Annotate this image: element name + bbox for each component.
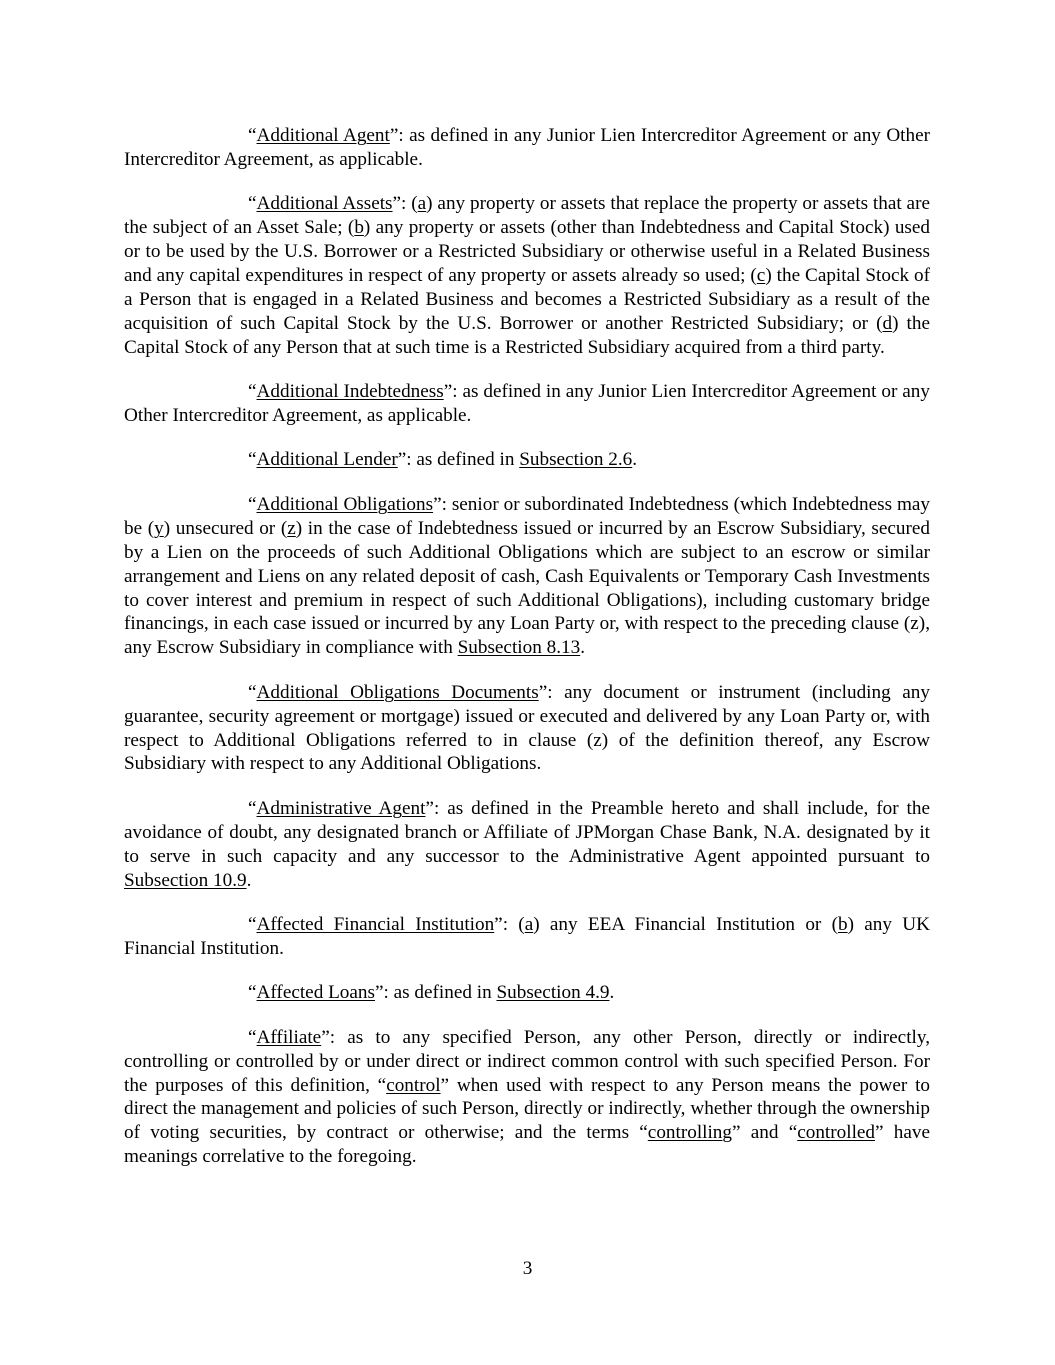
definition-text: ”: ( — [494, 913, 525, 935]
underlined-term: d — [882, 312, 893, 334]
underlined-term: Administrative Agent — [256, 797, 426, 819]
definition-additional-obligations — [124, 493, 930, 660]
definition-additional-lender — [124, 448, 930, 472]
definition-text: ”: as to any specified Person, any other Person, directly or indirectly, controlling or controlled by or under direct or indirect common control with such specified Person. For the purposes of this definition, “ — [124, 1026, 930, 1096]
definition-additional-assets — [124, 192, 930, 359]
definition-text: . — [580, 637, 585, 659]
definition-text: ) any UK Financial Institution. — [124, 913, 930, 959]
underlined-term: Additional Obligations Documents — [256, 681, 539, 703]
underlined-term: z — [287, 517, 296, 539]
underlined-term: a — [417, 193, 427, 215]
definition-text: . — [609, 982, 615, 1004]
definition-text: “ — [248, 1026, 257, 1048]
definition-text: . — [632, 449, 638, 471]
underlined-term: Additional Indebtedness — [256, 381, 444, 403]
underlined-term: Subsection 2.6 — [519, 449, 633, 471]
underlined-term: Additional Assets — [256, 193, 393, 215]
definition-additional-indebtedness — [124, 380, 930, 428]
definition-text: ”: ( — [392, 193, 418, 215]
underlined-term: Affiliate — [256, 1026, 322, 1048]
definition-text: ) any property or assets that replace the property or assets that are the subject of an Asset Sale; ( — [124, 193, 930, 239]
definition-text: “ — [248, 797, 257, 819]
definition-text: “ — [248, 681, 257, 703]
definition-text: ” have meanings correlative to the foregoing. — [124, 1122, 930, 1168]
definition-text: ”: as defined in — [397, 449, 520, 471]
underlined-term: Additional Agent — [256, 125, 390, 146]
definition-text: ” and “ — [732, 1122, 798, 1144]
document-page — [124, 124, 930, 1190]
underlined-term: Affected Loans — [256, 982, 375, 1004]
underlined-term: Additional Lender — [256, 449, 398, 471]
definition-text: “ — [248, 449, 257, 471]
definition-text: . — [246, 869, 252, 891]
definition-text: ”: as defined in any Junior Lien Intercreditor Agreement or any Other Intercreditor Agreement, as applicable. — [124, 381, 930, 427]
definition-text: ”: as defined in the Preamble hereto and shall include, for the avoidance of doubt, any designated branch or Affiliate of JPMorgan Chase Bank, N.A. designated by it to serve in such capacity and any successor to the Administrative Agent appointed pursuant to — [124, 797, 930, 867]
definition-text: “ — [248, 125, 257, 146]
definition-text: ”: as defined in — [374, 982, 497, 1004]
definition-text: ) the Capital Stock of a Person that is engaged in a Related Business and becomes a Restricted Subsidiary as a result of the acquisition of such Capital Stock by the U.S. Borrower or another Restricted Subsidiary; or ( — [124, 265, 930, 334]
definition-text: ) any EEA Financial Institution or ( — [533, 913, 838, 935]
definition-affected-loans — [124, 981, 930, 1005]
definition-additional-agent — [124, 124, 930, 172]
definition-affected-financial-institution — [124, 913, 930, 961]
underlined-term: a — [524, 913, 534, 935]
underlined-term: c — [756, 265, 766, 287]
underlined-term: control — [386, 1074, 441, 1096]
underlined-term: Subsection 10.9 — [124, 869, 247, 891]
definition-text: ”: as defined in any Junior Lien Intercreditor Agreement or any Other Intercreditor Agreement, as applicable. — [124, 125, 931, 170]
definition-text: ) unsecured or ( — [163, 517, 288, 539]
definition-administrative-agent — [124, 797, 930, 893]
definition-text: ”: senior or subordinated Indebtedness (which Indebtedness may be ( — [124, 493, 930, 539]
underlined-term: Affected Financial Institution — [256, 913, 495, 935]
definition-text: ) the Capital Stock of any Person that at such time is a Restricted Subsidiary acquired from a third party. — [124, 312, 930, 358]
definition-text: “ — [248, 913, 257, 935]
definition-text: “ — [248, 493, 257, 515]
underlined-term: b — [354, 217, 364, 239]
underlined-term: controlling — [647, 1122, 732, 1144]
underlined-term: y — [154, 517, 164, 539]
underlined-term: Additional Obligations — [256, 493, 434, 515]
underlined-term: controlled — [797, 1122, 876, 1144]
underlined-term: Subsection 4.9 — [496, 982, 610, 1004]
definition-text: “ — [248, 193, 257, 215]
definition-text: “ — [248, 381, 257, 403]
definition-text: ) any property or assets (other than Indebtedness and Capital Stock) used or to be used by the U.S. Borrower or a Restricted Subsidiary or otherwise useful in a Related Business and any capital expenditures in respect of any property or assets already so used; ( — [124, 217, 930, 287]
definition-additional-obligations-documents — [124, 681, 930, 777]
definition-text: “ — [248, 982, 257, 1004]
underlined-term: b — [837, 913, 848, 935]
underlined-term: Subsection 8.13 — [457, 637, 581, 659]
page-number: 3 — [522, 1258, 533, 1279]
definition-text: ) in the case of Indebtedness issued or incurred by an Escrow Subsidiary, secured by a Lien on the proceeds of such Additional Obligations which are subject to an escrow or similar arrangement and Liens on any related deposit of cash, Cash Equivalents or Temporary Cash Investments to cover interest and premium in respect of such Additional Obligations), including customary bridge financings, in each case issued or incurred by any Loan Party or, with respect to the preceding clause (z), any Escrow Subsidiary in compliance with — [124, 517, 931, 659]
definition-text: ”: any document or instrument (including any guarantee, security agreement or mortgage) issued or executed and delivered by any Loan Party or, with respect to Additional Obligations referred to in clause (z) of the definition thereof, any Escrow Subsidiary with respect to any Additional Obligations. — [124, 681, 930, 775]
definition-text: ” when used with respect to any Person means the power to direct the management and policies of such Person, directly or indirectly, whether through the ownership of voting securities, by contract or otherwise; and the terms “ — [124, 1074, 931, 1144]
definition-affiliate — [124, 1026, 930, 1169]
